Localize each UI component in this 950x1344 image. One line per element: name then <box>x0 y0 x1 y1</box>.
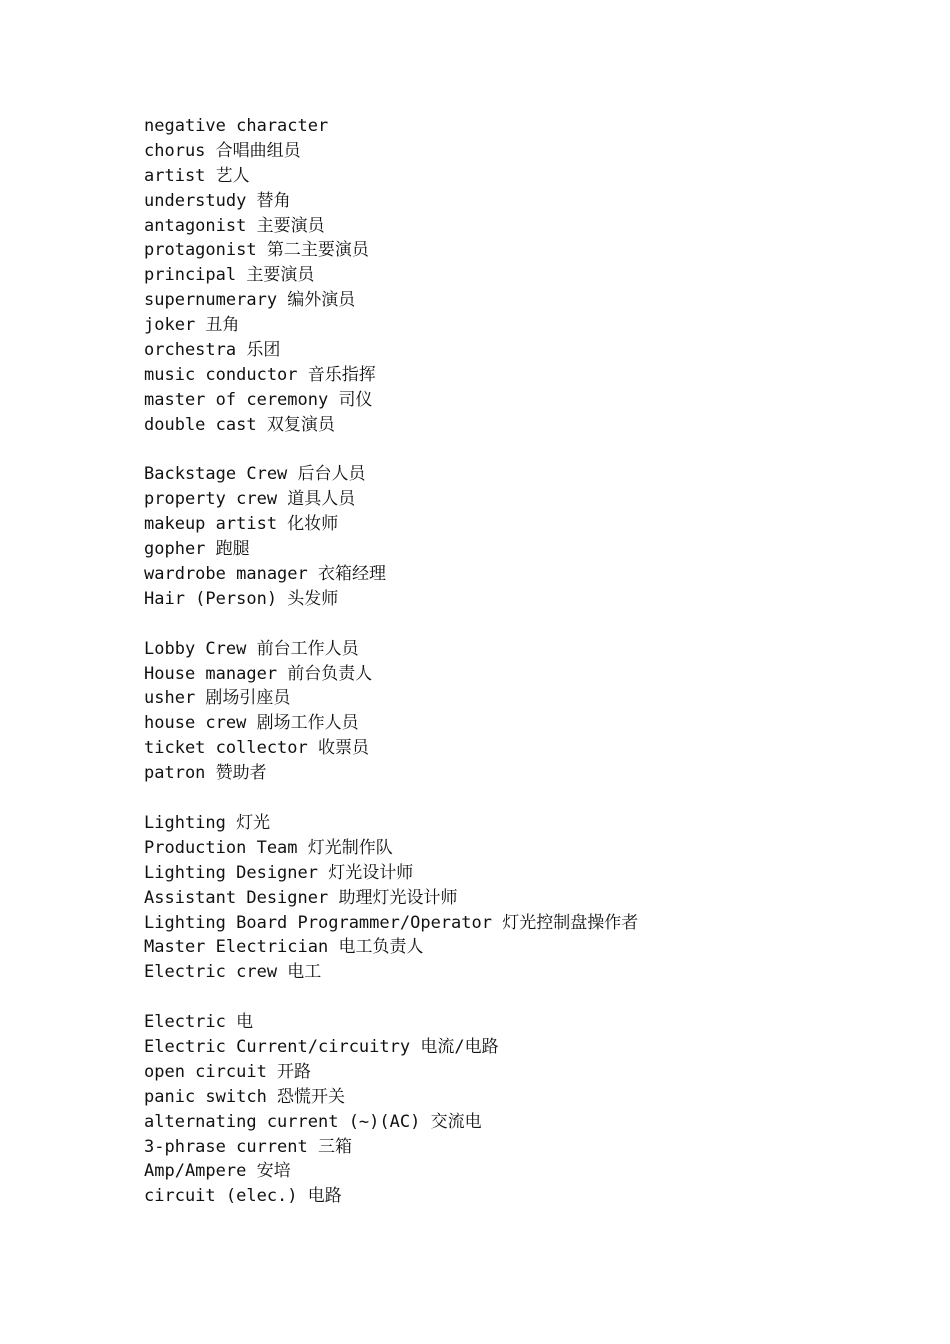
term-line: Lighting Designer 灯光设计师 <box>144 862 414 883</box>
term-line: gopher 跑腿 <box>144 539 250 560</box>
term-line: understudy 替角 <box>144 190 291 211</box>
term-line: chorus 合唱曲组员 <box>144 140 301 161</box>
term-line: patron 赞助者 <box>144 763 267 784</box>
term-line: Electric Current/circuitry 电流/电路 <box>144 1036 499 1057</box>
section-heading: Electric 电 <box>144 1012 254 1033</box>
term-line: Hair (Person) 头发师 <box>144 588 339 609</box>
term-line: panic switch 恐慌开关 <box>144 1086 346 1107</box>
term-line: alternating current (~)(AC) 交流电 <box>144 1111 482 1132</box>
term-line: artist 艺人 <box>144 165 250 186</box>
term-line: orchestra 乐团 <box>144 340 281 361</box>
term-line: principal 主要演员 <box>144 265 315 286</box>
term-line: Master Electrician 电工负责人 <box>144 937 424 958</box>
term-line: music conductor 音乐指挥 <box>144 364 376 385</box>
term-line: House manager 前台负责人 <box>144 663 373 684</box>
term-line: Electric crew 电工 <box>144 962 322 983</box>
term-line: protagonist 第二主要演员 <box>144 240 369 261</box>
term-line: Assistant Designer 助理灯光设计师 <box>144 887 458 908</box>
term-line: ticket collector 收票员 <box>144 738 369 759</box>
term-line: wardrobe manager 衣箱经理 <box>144 564 386 585</box>
section-heading: Lobby Crew 前台工作人员 <box>144 638 359 659</box>
term-line: house crew 剧场工作人员 <box>144 713 359 734</box>
term-line: supernumerary 编外演员 <box>144 290 356 311</box>
term-line: usher 剧场引座员 <box>144 688 291 709</box>
term-line: antagonist 主要演员 <box>144 215 325 236</box>
term-line: circuit (elec.) 电路 <box>144 1186 342 1207</box>
section-spacer <box>144 786 904 811</box>
section-spacer <box>144 438 904 463</box>
term-line: Amp/Ampere 安培 <box>144 1161 291 1182</box>
term-line: 3-phrase current 三箱 <box>144 1136 352 1157</box>
term-line: Lighting Board Programmer/Operator 灯光控制盘操作者 <box>144 912 639 933</box>
term-line: double cast 双复演员 <box>144 414 335 435</box>
glossary-text <box>144 114 904 1209</box>
section-spacer <box>144 985 904 1010</box>
term-line: joker 丑角 <box>144 315 240 336</box>
section-heading: Backstage Crew 后台人员 <box>144 464 366 485</box>
section-spacer <box>144 612 904 637</box>
term-line: makeup artist 化妆师 <box>144 514 339 535</box>
term-line: open circuit 开路 <box>144 1061 312 1082</box>
section-heading: Lighting 灯光 <box>144 812 271 833</box>
term-line: master of ceremony 司仪 <box>144 389 373 410</box>
term-line: Production Team 灯光制作队 <box>144 837 393 858</box>
term-line: negative character <box>144 116 329 136</box>
term-line: property crew 道具人员 <box>144 489 356 510</box>
